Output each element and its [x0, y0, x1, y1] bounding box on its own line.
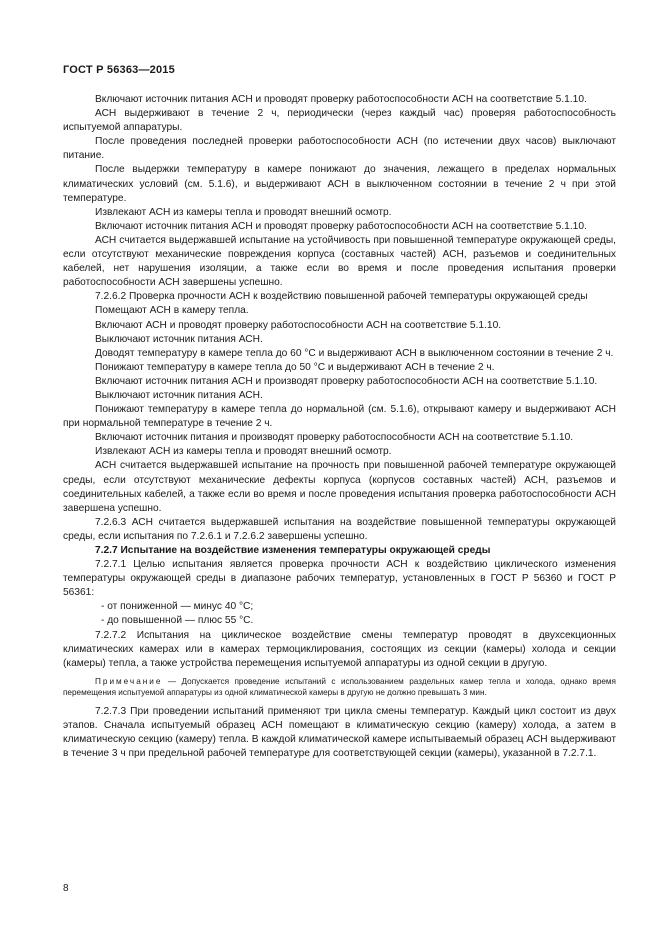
paragraph: 7.2.7.2 Испытания на циклическое воздействие смены температур проводят в двухсекционных климатических камерах или в камерах термоциклирования, состоящих из секции (камеры) холода и секции (камеры) тепла, а также устройства перемещения испытуемой аппаратуры из одной секции в другую. — [63, 629, 616, 669]
note-label: Примечание — [95, 676, 163, 686]
paragraph: Выключают источник питания АСН. — [95, 333, 263, 345]
list-item: - до повышенной — плюс 55 °С. — [101, 615, 254, 627]
page-header: ГОСТ Р 56363—2015 — [63, 64, 175, 76]
section-heading-bold: 7.2.7 Испытание на воздействие изменения температуры окружающей среды — [95, 545, 491, 556]
paragraph: 7.2.7.3 При проведении испытаний применяют три цикла смены температур. Каждый цикл состоит из двух этапов. Сначала испытуемый образец АСН помещают в климатическую секцию (камеру) холода, а затем в климатическую секцию (камеру) тепла. В каждой климатической камере испытываемый образец АСН выдерживают в течение 3 ч при предельной рабочей температуре для соответствующей секции (камеры), указанной в 7.2.7.1. — [63, 705, 617, 759]
paragraph: Включают источник питания и производят проверку работоспособности АСН на соответствие 5.1.10. — [95, 432, 574, 444]
paragraph: 7.2.7.1 Целью испытания является проверка прочности АСН к воздействию циклического изменения температуры окружающей среды в диапазоне рабочих температур, установленных в ГОСТ Р 56360 и ГОСТ Р 56361: — [63, 559, 616, 599]
paragraph: Извлекают АСН из камеры тепла и проводят внешний осмотр. — [95, 446, 392, 458]
paragraph: После выдержки температуру в камере понижают до значения, лежащего в пределах нормальных климатических условий (см. 5.1.6), и выдерживают АСН в выключенном состоянии в течение 2 ч при этой температуре. — [63, 164, 616, 204]
paragraph: Включают источник питания АСН и проводят проверку работоспособности АСН на соответствие 5.1.10. — [95, 220, 587, 232]
paragraph: Включают АСН и проводят проверку работоспособности АСН на соответствие 5.1.10. — [95, 319, 502, 331]
paragraph: Понижают температуру в камере тепла до 50 °С и выдерживают АСН в течение 2 ч. — [95, 361, 495, 373]
paragraph: Понижают температуру в камере тепла до нормальной (см. 5.1.6), открывают камеру и выдерживают АСН при нормальной температуре в течение 2 ч. — [63, 404, 616, 430]
paragraph: АСН считается выдержавшей испытание на устойчивость при повышенной температуре окружающей среды, если отсутствуют механические повреждения корпуса (составных частей) АСН, разъемов и соединительных кабелей, нет нарушения изоляции, а также если во время и после проведения испытания проверки работоспособности АСН завершены успешно. — [63, 234, 616, 289]
list-item: - от пониженной — минус 40 °С; — [101, 601, 254, 613]
page-number: 8 — [63, 883, 69, 894]
paragraph: АСН выдерживают в течение 2 ч, периодически (через каждый час) проверяя работоспособность испытуемой аппаратуры. — [63, 108, 616, 134]
paragraph: Включают источник питания АСН и производят проверку работоспособности АСН на соответствие 5.1.10. — [95, 375, 598, 387]
paragraph: Помещают АСН в камеру тепла. — [95, 305, 249, 317]
paragraph: Включают источник питания АСН и проводят проверку работоспособности АСН на соответствие 5.1.10. — [95, 94, 587, 105]
note — [63, 676, 616, 699]
page-content — [63, 93, 616, 761]
paragraph: Извлекают АСН из камеры тепла и проводят внешний осмотр. — [95, 206, 392, 218]
paragraph: АСН считается выдержавшей испытание на прочность при повышенной рабочей температуре окружающей среды, если отсутствуют механические дефекты корпуса (корпусов составных частей) АСН, разъемов и соединительных кабелей, а также если во время и после проведения испытания проверка работоспособности АСН завершена успешно. — [63, 460, 616, 514]
section-heading: 7.2.6.2 Проверка прочности АСН к воздействию повышенной рабочей температуры окружающей среды — [95, 291, 588, 303]
paragraph: Доводят температуру в камере тепла до 60 °С и выдерживают АСН в выключенном состоянии в течение 2 ч. — [95, 347, 614, 359]
paragraph: После проведения последней проверки работоспособности АСН (по истечении двух часов) выключают питание. — [63, 136, 616, 162]
paragraph: 7.2.6.3 АСН считается выдержавшей испытания на воздействие повышенной температуры окружающей среды, если испытания по 7.2.6.1 и 7.2.6.2 завершены успешно. — [63, 516, 616, 542]
paragraph: Выключают источник питания АСН. — [95, 389, 263, 401]
note-text: — Допускается проведение испытаний с использованием раздельных камер тепла и холода, однако время перемещения испытуемой аппаратуры из одной климатической камеры в другую не должно превышать 3 мин. — [63, 676, 616, 698]
